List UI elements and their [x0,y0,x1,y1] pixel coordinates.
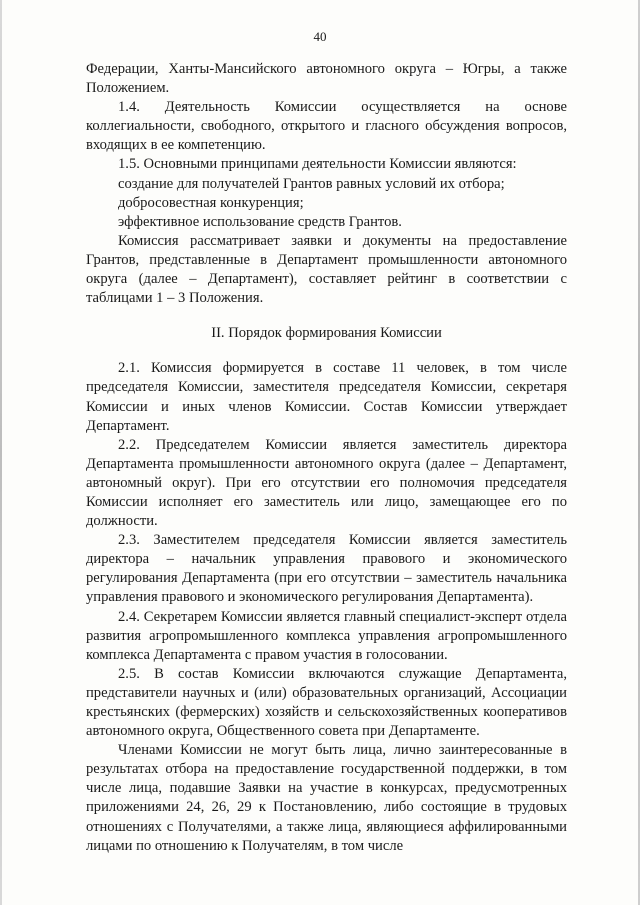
paragraph: 1.5. Основными принципами деятельности Комиссии являются: [118,156,517,173]
paragraph: 2.1. Комиссия формируется в составе 11 человек, в том числе председателя Комиссии, заместителя председателя Комиссии, секретаря Комиссии и иных членов Комиссии. Состав Комиссии утверждает Департамент. [86,360,567,434]
paragraph: 2.3. Заместителем председателя Комиссии является заместитель директора – начальник управления правового и экономического регулирования Департамента (при его отсутствии – заместитель начальника управления правового и экономического регулирования Департамента). [86,532,567,606]
document-body [86,60,567,856]
paragraph: 1.4. Деятельность Комиссии осуществляется на основе коллегиальности, свободного, открытого и гласного обсуждения вопросов, входящих в ее компетенцию. [86,99,567,154]
paragraph: эффективное использование средств Грантов. [118,213,402,230]
paragraph: 2.2. Председателем Комиссии является заместитель директора Департамента промышленности автономного округа (далее – Департамент, автономный округ). При его отсутствии его полномочия председателя Комиссии исполняет его заместитель или лицо, замещающее его по должности. [86,436,567,530]
paragraph: 2.4. Секретарем Комиссии является главный специалист-эксперт отдела развития агропромышленного комплекса управления агропромышленного комплекса Департамента с правом участия в голосовании. [86,608,567,663]
paragraph: добросовестная конкуренция; [118,194,304,211]
paragraph: Комиссия рассматривает заявки и документы на предоставление Грантов, представленные в Департамент промышленности автономного округа (далее – Департамент), составляет рейтинг в соответствии с таблицами 1 – 3 Положения. [86,232,567,307]
scan-edge-left [0,0,2,905]
paragraph: Федерации, Ханты-Мансийского автономного округа – Югры, а также Положением. [86,61,567,97]
paragraph: Членами Комиссии не могут быть лица, лично заинтересованные в результатах отбора на предоставление государственной поддержки, в том числе лица, подавшие Заявки на участие в конкурсах, предусмотренных приложениями 24, 26, 29 к Постановлению, либо состоящие в трудовых отношениях с Получателями, а также лица, являющиеся аффилированными лицами по отношению к Получателям, в том числе [86,742,567,854]
page-number: 40 [313,29,327,44]
paragraph: 2.5. В состав Комиссии включаются служащие Департамента, представители научных и (или) образовательных организаций, Ассоциации крестьянских (фермерских) хозяйств и сельскохозяйственных кооперативов автономного округа, Общественного совета при Департаменте. [86,665,567,740]
section-heading: II. Порядок формирования Комиссии [211,325,442,342]
paragraph: создание для получателей Грантов равных условий их отбора; [118,175,505,192]
